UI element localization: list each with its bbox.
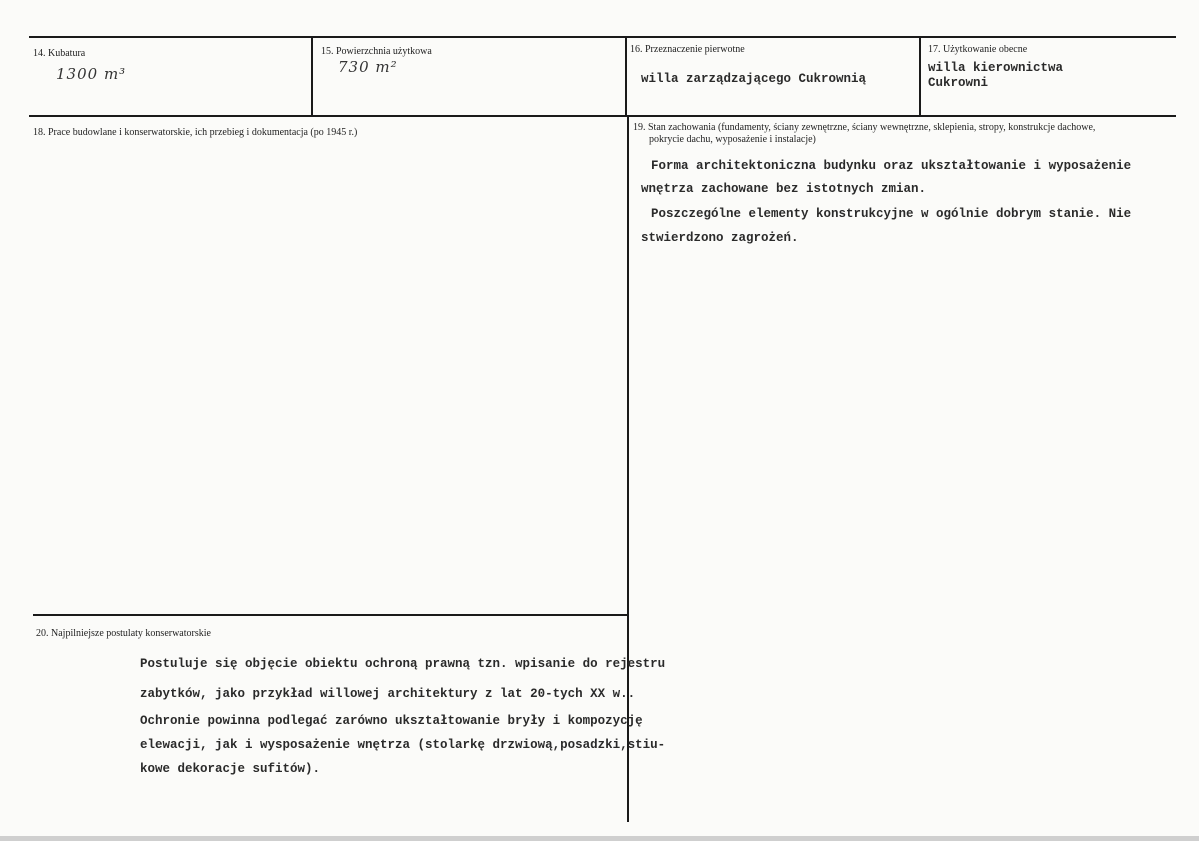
field20-text-line4: elewacji, jak i wysposażenie wnętrza (stolarkę drzwiową,posadzki,stiu-: [140, 738, 666, 752]
divider-15-16: [625, 36, 627, 117]
field14-value: 1300 m³: [56, 65, 127, 83]
field17-label: 17. Użytkowanie obecne: [928, 44, 1028, 55]
field18-bottom-line: [33, 614, 629, 616]
row1-bottom-line: [29, 115, 1176, 117]
field20-text-line5: kowe dekoracje sufitów).: [140, 762, 321, 776]
divider-14-15: [311, 36, 313, 117]
page-bottom-edge: [0, 836, 1199, 841]
field20-text-line1: Postuluje się objęcie obiektu ochroną prawną tzn. wpisanie do rejestru: [140, 657, 666, 671]
field20-text-line3: Ochronie powinna podlegać zarówno ukształtowanie bryły i kompozycję: [140, 714, 643, 728]
field19-text-line1: Forma architektoniczna budynku oraz ukształtowanie i wyposażenie: [651, 159, 1132, 173]
field19-text-line2: wnętrza zachowane bez istotnych zmian.: [641, 182, 927, 196]
field14-label: 14. Kubatura: [33, 48, 86, 59]
field17-value-line2: Cukrowni: [928, 76, 989, 90]
field17-value-line1: willa kierownictwa: [928, 61, 1064, 75]
top-border-line: [29, 36, 1176, 38]
field16-value: willa zarządzającego Cukrownią: [641, 72, 867, 86]
field19-label-line1: 19. Stan zachowania (fundamenty, ściany zewnętrzne, ściany wewnętrzne, sklepienia, stropy, konstrukcje dachowe,: [633, 122, 1096, 133]
field20-text-line2: zabytków, jako przykład willowej architektury z lat 20-tych XX w..: [140, 687, 636, 701]
divider-16-17: [919, 36, 921, 117]
field18-label: 18. Prace budowlane i konserwatorskie, ich przebieg i dokumentacja (po 1945 r.): [33, 127, 358, 138]
field19-text-line3: Poszczególne elementy konstrukcyjne w ogólnie dobrym stanie. Nie: [651, 207, 1132, 221]
field15-value: 730 m²: [338, 58, 398, 76]
field15-label: 15. Powierzchnia użytkowa: [321, 46, 432, 57]
field19-text-line4: stwierdzono zagrożeń.: [641, 231, 799, 245]
field20-label: 20. Najpilniejsze postulaty konserwatorskie: [36, 628, 211, 639]
field16-label: 16. Przeznaczenie pierwotne: [630, 44, 745, 55]
field19-label-line2: pokrycie dachu, wyposażenie i instalacje): [649, 134, 816, 145]
